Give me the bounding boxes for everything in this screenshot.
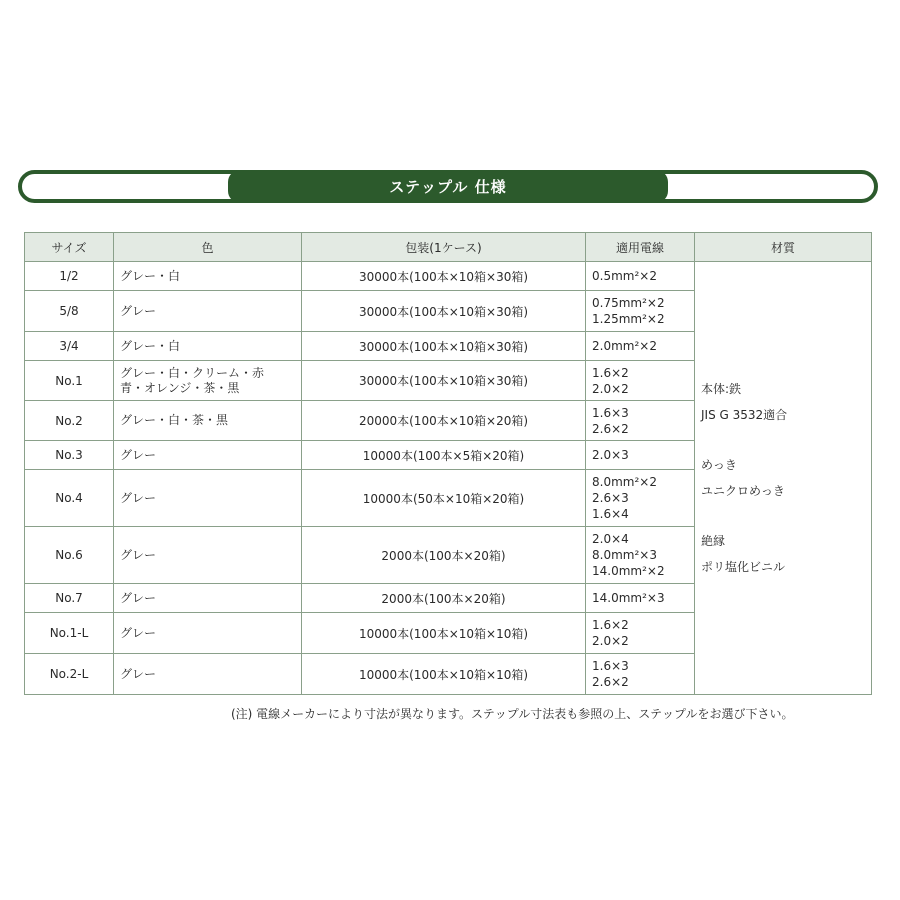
color-line: グレー: [120, 303, 157, 318]
wire-line: 14.0mm²×3: [592, 591, 665, 605]
cell-packaging: 2000本(100本×20箱): [302, 584, 586, 613]
wire-line: 1.6×3: [592, 405, 629, 420]
cell-packaging: 10000本(50本×10箱×20箱): [302, 470, 586, 527]
cell-packaging: 30000本(100本×10箱×30箱): [302, 332, 586, 361]
wire-line: 2.6×2: [592, 421, 629, 436]
cell-wire: [586, 613, 695, 654]
cell-wire: [586, 332, 695, 361]
wire-line: 0.75mm²×2: [592, 296, 665, 310]
table-row: [25, 262, 872, 291]
material-spacer: [701, 428, 865, 452]
material-body-std: JIS G 3532適合: [701, 408, 788, 422]
cell-packaging: 30000本(100本×10箱×30箱): [302, 291, 586, 332]
wire-line: 2.6×3: [592, 491, 629, 505]
cell-wire: [586, 584, 695, 613]
color-line: グレー・白・茶・黒: [120, 413, 229, 427]
material-plating-label: めっき: [701, 458, 737, 472]
wire-line: 8.0mm²×2: [592, 475, 657, 489]
header-color: 色: [114, 233, 302, 262]
material-body-label: 本体:鉄: [701, 382, 742, 396]
cell-size: No.2-L: [25, 654, 114, 695]
cell-size: No.3: [25, 441, 114, 470]
cell-size: No.4: [25, 470, 114, 527]
cell-size: 3/4: [25, 332, 114, 361]
cell-wire: [586, 291, 695, 332]
material-plating-value: ユニクロめっき: [701, 484, 785, 498]
color-line: グレー: [120, 666, 157, 681]
cell-color: [114, 527, 302, 584]
color-line: グレー・白: [120, 268, 181, 283]
cell-packaging: 20000本(100本×10箱×20箱): [302, 401, 586, 441]
cell-color: [114, 613, 302, 654]
cell-wire: [586, 441, 695, 470]
cell-size: 1/2: [25, 262, 114, 291]
footnote: (注) 電線メーカーにより寸法が異なります。ステップル寸法表も参照の上、ステップルをお選び下さい。: [231, 707, 794, 721]
wire-line: 2.0mm²×2: [592, 339, 657, 353]
wire-line: 2.0×2: [592, 634, 629, 648]
cell-packaging: 30000本(100本×10箱×30箱): [302, 262, 586, 291]
header-size: サイズ: [25, 233, 114, 262]
wire-line: 2.0×4: [592, 532, 629, 546]
cell-packaging: 2000本(100本×20箱): [302, 527, 586, 584]
material-insulation-label: 絶縁: [701, 534, 726, 548]
cell-size: No.1-L: [25, 613, 114, 654]
wire-line: 2.0×3: [592, 448, 629, 462]
spec-table: [24, 232, 872, 695]
wire-line: 8.0mm²×3: [592, 548, 657, 562]
wire-line: 1.6×2: [592, 365, 629, 380]
wire-line: 0.5mm²×2: [592, 269, 657, 283]
cell-color: [114, 361, 302, 401]
title-banner: [18, 170, 878, 203]
cell-wire: [586, 470, 695, 527]
color-line: グレー・白: [120, 338, 181, 353]
cell-color: [114, 470, 302, 527]
cell-color: [114, 401, 302, 441]
color-line: グレー: [120, 447, 157, 462]
header-packaging: 包装(1ケース): [302, 233, 586, 262]
wire-line: 1.25mm²×2: [592, 312, 665, 326]
cell-wire: [586, 262, 695, 291]
wire-line: 2.6×2: [592, 675, 629, 689]
header-material: 材質: [695, 233, 872, 262]
wire-line: 14.0mm²×2: [592, 564, 665, 578]
cell-color: [114, 654, 302, 695]
cell-wire: [586, 401, 695, 441]
cell-material: [695, 262, 872, 695]
cell-packaging: 30000本(100本×10箱×30箱): [302, 361, 586, 401]
cell-size: No.7: [25, 584, 114, 613]
color-line: グレー・白・クリーム・赤: [120, 365, 265, 380]
page-title: ステップル 仕様: [242, 170, 654, 203]
cell-color: [114, 332, 302, 361]
cell-size: No.6: [25, 527, 114, 584]
color-line: グレー: [120, 490, 157, 505]
cell-packaging: 10000本(100本×5箱×20箱): [302, 441, 586, 470]
color-line: 青・オレンジ・茶・黒: [120, 380, 240, 395]
cell-color: [114, 584, 302, 613]
cell-size: No.1: [25, 361, 114, 401]
cell-packaging: 10000本(100本×10箱×10箱): [302, 654, 586, 695]
wire-line: 1.6×2: [592, 618, 629, 632]
color-line: グレー: [120, 625, 157, 640]
cell-wire: [586, 527, 695, 584]
wire-line: 1.6×3: [592, 659, 629, 673]
color-line: グレー: [120, 590, 157, 605]
cell-wire: [586, 654, 695, 695]
cell-size: No.2: [25, 401, 114, 441]
cell-color: [114, 262, 302, 291]
color-line: グレー: [120, 547, 157, 562]
header-wire: 適用電線: [586, 233, 695, 262]
wire-line: 1.6×4: [592, 507, 629, 521]
cell-packaging: 10000本(100本×10箱×10箱): [302, 613, 586, 654]
table-header-row: [25, 233, 872, 262]
material-spacer: [701, 504, 865, 528]
cell-size: 5/8: [25, 291, 114, 332]
cell-wire: [586, 361, 695, 401]
cell-color: [114, 291, 302, 332]
cell-color: [114, 441, 302, 470]
wire-line: 2.0×2: [592, 381, 629, 396]
material-insulation-value: ポリ塩化ビニル: [701, 560, 786, 574]
